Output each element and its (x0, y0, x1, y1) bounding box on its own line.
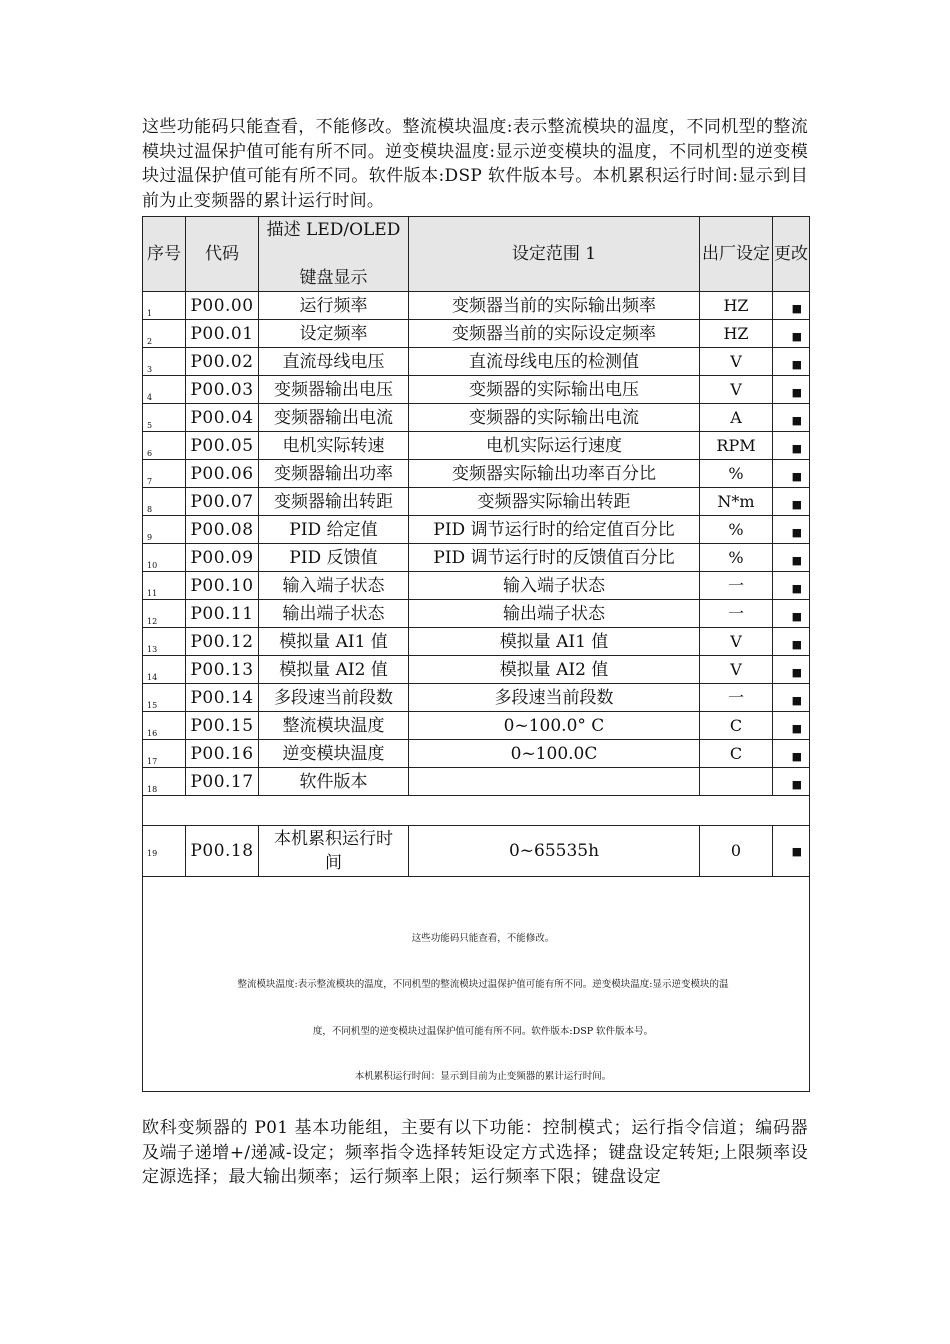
note-line: 本机累积运行时间：显示到目前为止变频器的累计运行时间。 (354, 1071, 612, 1082)
row-modify-mark: ■ (791, 554, 802, 567)
row-code: P00.15 (186, 712, 259, 740)
header-desc (259, 217, 409, 292)
row-seq: 14 (147, 673, 158, 682)
row-modify-mark: ■ (791, 778, 802, 791)
row-name: 多段速当前段数 (259, 684, 409, 712)
row-name: 变频器输出功率 (259, 460, 409, 488)
row-unit: RPM (700, 432, 773, 460)
notes-row (143, 877, 810, 1092)
note-line: 度，不同机型的逆变模块过温保护值可能有所不同。软件版本:DSP 软件版本号。 (312, 1026, 654, 1037)
row-unit: 一 (700, 600, 773, 628)
header-desc-top: 描述 LED/OLED (266, 220, 401, 240)
outro-paragraph: 欧科变频器的 P01 基本功能组，主要有以下功能：控制模式；运行指令信道；编码器及端子递增+/递减-设定；频率指令选择转矩设定方式选择；键盘设定转矩;上限频率设定源选择；最大输出频率；运行频率上限；运行频率下限；键盘设定 (142, 1118, 808, 1187)
row-unit: A (700, 404, 773, 432)
row-range: 变频器实际输出转距 (409, 488, 700, 516)
row-unit: 一 (700, 684, 773, 712)
row-range: 输出端子状态 (409, 600, 700, 628)
row-unit: V (700, 628, 773, 656)
row-name: 整流模块温度 (259, 712, 409, 740)
row-modify-mark: ■ (791, 470, 802, 483)
row-unit: 一 (700, 572, 773, 600)
row-modify-mark: ■ (791, 722, 802, 735)
row-modify-mark: ■ (791, 845, 802, 858)
table-row (143, 572, 810, 600)
row-seq: 19 (147, 849, 158, 858)
row-seq: 10 (147, 561, 158, 570)
row-code: P00.18 (186, 826, 259, 877)
row-range (409, 768, 700, 796)
header-desc-bottom: 键盘显示 (299, 268, 368, 288)
row-name: 输入端子状态 (259, 572, 409, 600)
row-unit: V (700, 348, 773, 376)
table-row (143, 404, 810, 432)
row-seq: 2 (147, 337, 153, 346)
row-modify-mark: ■ (791, 386, 802, 399)
row-seq: 18 (147, 785, 158, 794)
row-code: P00.10 (186, 572, 259, 600)
table-row (143, 320, 810, 348)
row-range: 变频器当前的实际设定频率 (409, 320, 700, 348)
table-row (143, 488, 810, 516)
row-name: 变频器输出转距 (259, 488, 409, 516)
row-seq: 6 (147, 449, 153, 458)
row-modify-mark: ■ (791, 694, 802, 707)
row-unit: % (700, 516, 773, 544)
row-modify-mark: ■ (791, 330, 802, 343)
row-unit: HZ (700, 292, 773, 320)
row-code: P00.12 (186, 628, 259, 656)
row-code: P00.08 (186, 516, 259, 544)
row-modify-mark: ■ (791, 498, 802, 511)
row-range: 变频器的实际输出电压 (409, 376, 700, 404)
table-row (143, 516, 810, 544)
row-name: 变频器输出电压 (259, 376, 409, 404)
header-modify: 更改 (773, 217, 810, 292)
row-code: P00.13 (186, 656, 259, 684)
row-range: 变频器当前的实际输出频率 (409, 292, 700, 320)
row-range: PID 调节运行时的给定值百分比 (409, 516, 700, 544)
table-row (143, 712, 810, 740)
row-name: 设定频率 (259, 320, 409, 348)
row-modify-mark: ■ (791, 582, 802, 595)
row-name: 变频器输出电流 (259, 404, 409, 432)
row-seq: 3 (147, 365, 153, 374)
row-unit: C (700, 712, 773, 740)
row-modify-mark: ■ (791, 302, 802, 315)
table-row (143, 656, 810, 684)
table-row (143, 460, 810, 488)
row-range: PID 调节运行时的反馈值百分比 (409, 544, 700, 572)
row-code: P00.14 (186, 684, 259, 712)
table-row (143, 292, 810, 320)
table-row (143, 348, 810, 376)
row-seq: 7 (147, 477, 153, 486)
row-modify-mark: ■ (791, 414, 802, 427)
row-modify-mark: ■ (791, 610, 802, 623)
parameter-table (142, 216, 810, 1092)
row-code: P00.02 (186, 348, 259, 376)
row-unit: N*m (700, 488, 773, 516)
row-seq: 9 (147, 533, 153, 542)
row-seq: 13 (147, 645, 158, 654)
row-seq: 4 (147, 393, 153, 402)
row-name: 本机累积运行时间 (259, 826, 409, 877)
row-code: P00.01 (186, 320, 259, 348)
row-name: 模拟量 AI2 值 (259, 656, 409, 684)
row-name: 模拟量 AI1 值 (259, 628, 409, 656)
header-range: 设定范围 1 (409, 217, 700, 292)
header-code: 代码 (186, 217, 259, 292)
row-name: 电机实际转速 (259, 432, 409, 460)
row-seq: 12 (147, 617, 158, 626)
header-seq: 序号 (143, 217, 186, 292)
row-modify-mark: ■ (791, 638, 802, 651)
row-name: 软件版本 (259, 768, 409, 796)
row-unit: C (700, 740, 773, 768)
row-unit: V (700, 376, 773, 404)
row-seq: 11 (147, 589, 158, 598)
table-row (143, 628, 810, 656)
row-unit: V (700, 656, 773, 684)
row-code: P00.04 (186, 404, 259, 432)
row-code: P00.05 (186, 432, 259, 460)
row-name: 运行频率 (259, 292, 409, 320)
table-row (143, 544, 810, 572)
row-range: 多段速当前段数 (409, 684, 700, 712)
table-row (143, 826, 810, 877)
row-unit: % (700, 460, 773, 488)
row-code: P00.06 (186, 460, 259, 488)
row-name: PID 反馈值 (259, 544, 409, 572)
row-name: 逆变模块温度 (259, 740, 409, 768)
row-range: 变频器实际输出功率百分比 (409, 460, 700, 488)
row-code: P00.16 (186, 740, 259, 768)
table-row (143, 376, 810, 404)
table-row (143, 740, 810, 768)
note-line: 整流模块温度:表示整流模块的温度，不同机型的整流模块过温保护值可能有所不同。逆变模块温度:显示逆变模块的温 (237, 979, 729, 990)
row-name: 直流母线电压 (259, 348, 409, 376)
row-modify-mark: ■ (791, 526, 802, 539)
row-code: P00.00 (186, 292, 259, 320)
row-modify-mark: ■ (791, 358, 802, 371)
table-row (143, 684, 810, 712)
header-default: 出厂设定 (700, 217, 773, 292)
table-row (143, 600, 810, 628)
row-range: 输入端子状态 (409, 572, 700, 600)
row-range: 模拟量 AI1 值 (409, 628, 700, 656)
row-seq: 16 (147, 729, 158, 738)
table-row (143, 768, 810, 796)
row-modify-mark: ■ (791, 750, 802, 763)
row-code: P00.09 (186, 544, 259, 572)
row-range: 0~100.0° C (409, 712, 700, 740)
row-range: 直流母线电压的检测值 (409, 348, 700, 376)
row-range: 0~65535h (409, 826, 700, 877)
row-unit (700, 768, 773, 796)
row-range: 变频器的实际输出电流 (409, 404, 700, 432)
table-row (143, 432, 810, 460)
row-code: P00.17 (186, 768, 259, 796)
row-name: 输出端子状态 (259, 600, 409, 628)
intro-paragraph: 这些功能码只能查看，不能修改。整流模块温度:表示整流模块的温度，不同机型的整流模块过温保护值可能有所不同。逆变模块温度:显示逆变模块的温度，不同机型的逆变模块过温保护值可能有所不同。软件版本:DSP 软件版本号。本机累积运行时间:显示到目前为止变频器的累计运行时间。 (142, 117, 808, 211)
row-unit: 0 (700, 826, 773, 877)
note-line: 这些功能码只能查看，不能修改。 (411, 933, 555, 944)
row-modify-mark: ■ (791, 666, 802, 679)
row-code: P00.11 (186, 600, 259, 628)
row-seq: 1 (147, 309, 153, 318)
row-range: 0~100.0C (409, 740, 700, 768)
notes-cell (143, 877, 810, 1092)
row-range: 电机实际运行速度 (409, 432, 700, 460)
row-seq: 8 (147, 505, 153, 514)
row-code: P00.07 (186, 488, 259, 516)
table-spacer-row (143, 796, 810, 826)
table-header-row (143, 217, 810, 292)
row-seq: 15 (147, 701, 158, 710)
row-unit: HZ (700, 320, 773, 348)
row-range: 模拟量 AI2 值 (409, 656, 700, 684)
row-unit: % (700, 544, 773, 572)
row-name: PID 给定值 (259, 516, 409, 544)
row-seq: 17 (147, 757, 158, 766)
row-seq: 5 (147, 421, 153, 430)
row-code: P00.03 (186, 376, 259, 404)
row-modify-mark: ■ (791, 442, 802, 455)
